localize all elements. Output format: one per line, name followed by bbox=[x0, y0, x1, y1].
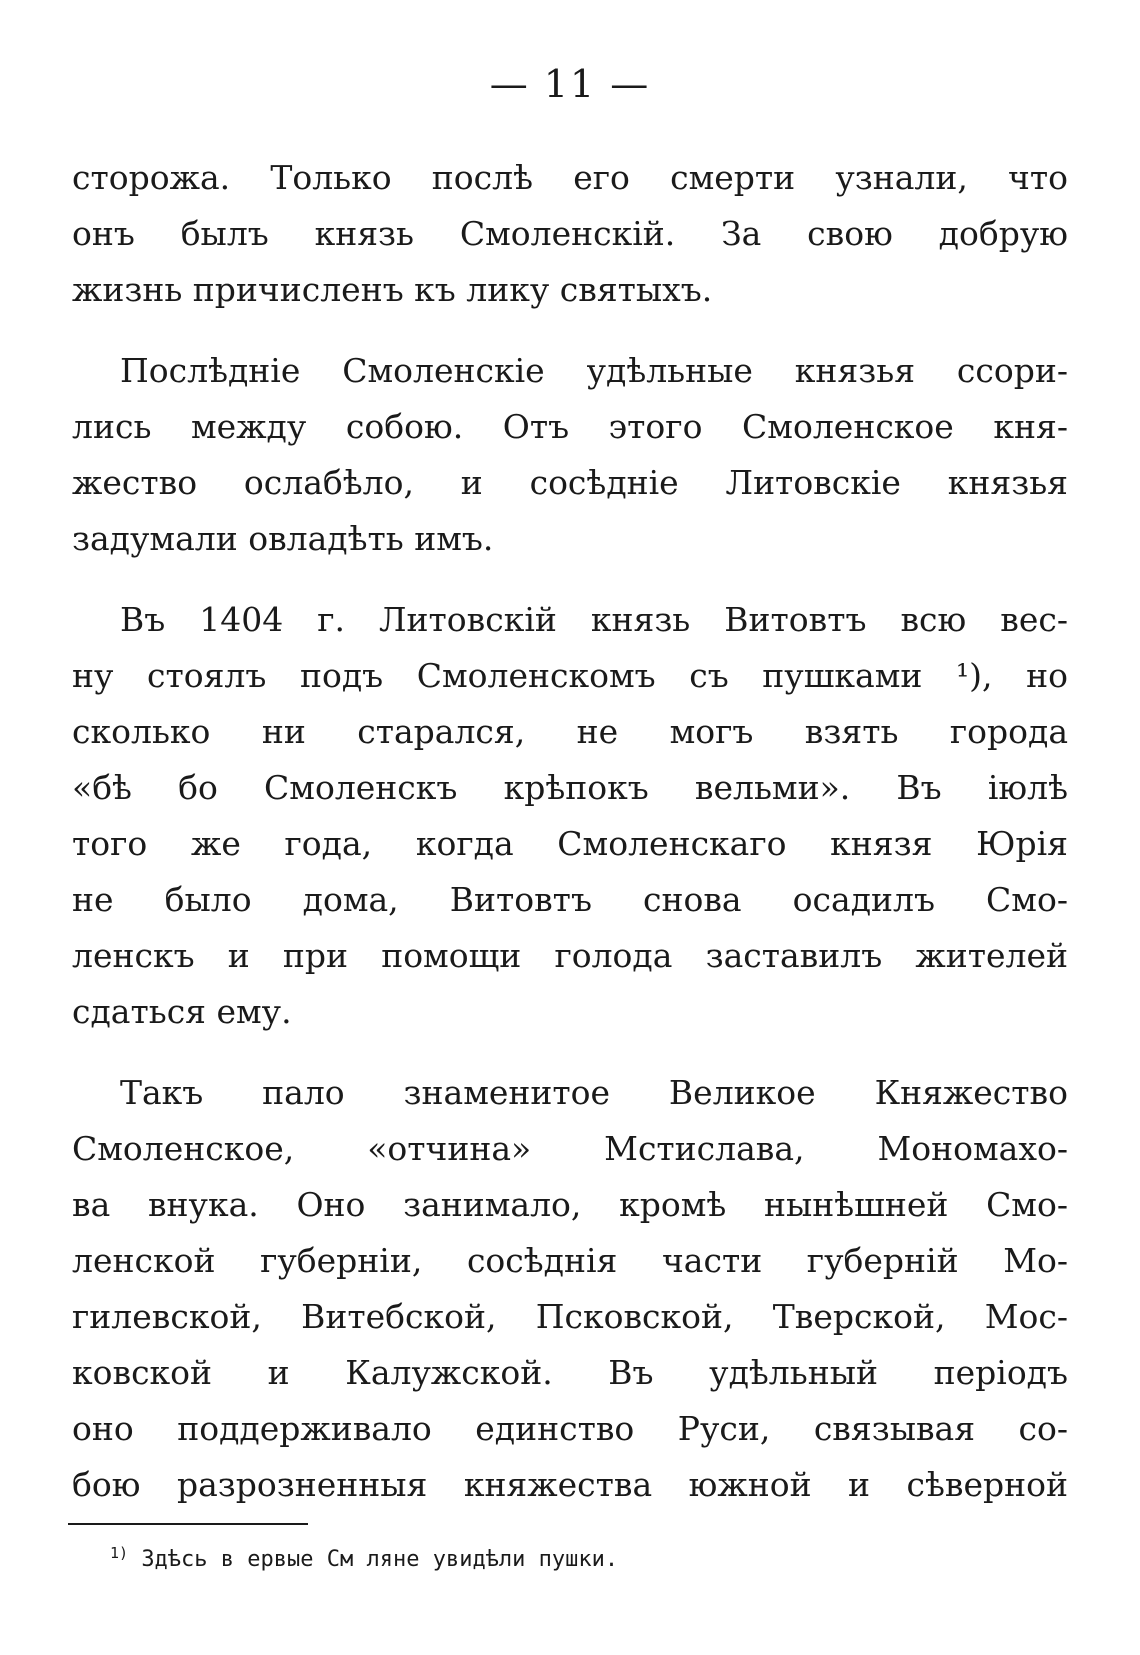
text-line: онъ былъ князь Смоленскій. За свою добрую bbox=[72, 214, 1068, 253]
text-line: сдаться ему. bbox=[72, 992, 292, 1031]
page-number: — 11 — bbox=[489, 62, 651, 106]
text-line: ва внука. Оно занимало, кромѣ нынѣшней Смо- bbox=[72, 1185, 1068, 1224]
footnote-marker: 1) bbox=[110, 1544, 129, 1562]
text-line: Послѣдніе Смоленскіе удѣльные князья ссори- bbox=[120, 351, 1068, 390]
text-line: сколько ни старался, не могъ взять города bbox=[72, 712, 1068, 751]
text-line: ковской и Калужской. Въ удѣльный періодъ bbox=[72, 1353, 1068, 1392]
paragraph bbox=[72, 150, 1068, 318]
text-line: задумали овладѣть имъ. bbox=[72, 519, 494, 558]
text-line: не было дома, Витовтъ снова осадилъ Смо- bbox=[72, 880, 1068, 919]
text-line: «бѣ бо Смоленскъ крѣпокъ вельми». Въ іюлѣ bbox=[72, 768, 1068, 807]
text-line: жизнь причисленъ къ лику святыхъ. bbox=[72, 270, 713, 309]
footnote bbox=[110, 1545, 618, 1576]
text-line: Въ 1404 г. Литовскій князь Витовтъ всю вес- bbox=[120, 600, 1068, 639]
paragraph bbox=[72, 343, 1068, 567]
text-line: Такъ пало знаменитое Великое Княжество bbox=[120, 1073, 1068, 1112]
text-line: ленской губерніи, сосѣднія части губерній Мо- bbox=[72, 1241, 1068, 1280]
text-line: жество ослабѣло, и сосѣдніе Литовскіе князья bbox=[72, 463, 1068, 502]
paragraph bbox=[72, 1065, 1068, 1513]
text-line: ну стоялъ подъ Смоленскомъ съ пушками ¹), но bbox=[72, 656, 1068, 695]
text-line: оно поддерживало единство Руси, связывая со- bbox=[72, 1409, 1068, 1448]
text-line: Смоленское, «отчина» Мстислава, Мономахо- bbox=[72, 1129, 1068, 1168]
paragraph bbox=[72, 592, 1068, 1040]
text-line: лись между собою. Отъ этого Смоленское кня- bbox=[72, 407, 1068, 446]
text-line: бою разрозненныя княжества южной и сѣверной bbox=[72, 1465, 1068, 1504]
text-line: гилевской, Витебской, Псковской, Тверской, Мос- bbox=[72, 1297, 1068, 1336]
body-text bbox=[72, 150, 1068, 1513]
text-line: сторожа. Только послѣ его смерти узнали, что bbox=[72, 158, 1068, 197]
footnote-text: Здѣсь в ервые См ляне увидѣли пушки. bbox=[141, 1547, 619, 1572]
text-line: ленскъ и при помощи голода заставилъ жителей bbox=[72, 936, 1068, 975]
text-line: того же года, когда Смоленскаго князя Юрія bbox=[72, 824, 1068, 863]
footnote-divider bbox=[68, 1523, 308, 1525]
